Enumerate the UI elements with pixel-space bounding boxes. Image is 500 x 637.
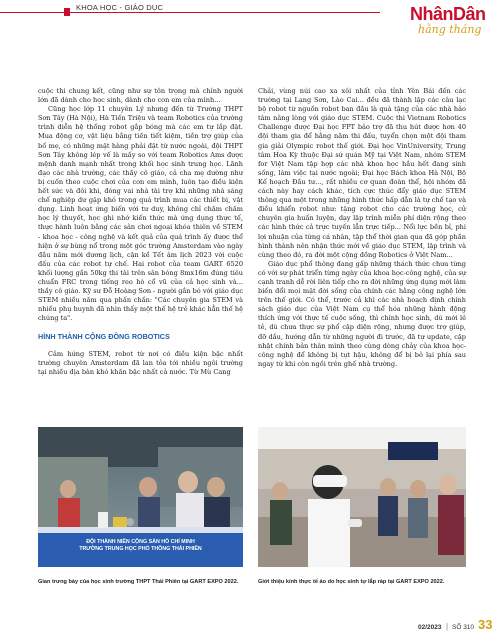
exhibition-photo [38, 427, 243, 567]
section-marker [64, 8, 70, 16]
paragraph: cuộc thi chung kết, cũng như sự tôn trọng mà chính người lớn đã dành cho học sinh, dành cho con em của mình... [38, 87, 243, 105]
section-subheading: HÌNH THÀNH CỘNG ĐỒNG ROBOTICS [38, 332, 170, 342]
issue-number: SỐ 310 [452, 624, 475, 631]
masthead-logo [410, 4, 490, 44]
vr-demo-photo [258, 427, 466, 567]
logo-main: NhânDân [410, 4, 486, 24]
paragraph: Giáo dục phổ thông đang gấp những thách thức chưa từng có với sự phát triển từng ngày của khoa học-công nghệ, của sự cạnh tranh dễ rời liên tiếp cho ra đời những ứng dụng mới làm biến đổi mọi mặt đời sống của chính các hằng công nghệ lớn trên thế giới. Có thể, trước cả khi các nhà hoạch định chính sách giáo dục của Việt Nam cụ thể hóa những hành động thích ứng với thực tế cuộc sống, thì chính học sinh, dù mới lẻ tẻ, dù chưa thực sự phổ cập diện rộng, nhưng được trợ giúp, đỡ dầu, hướng dẫn từ những người đi trước, đã tự update, cập nhật chính bản thân mình theo cùng dòng chảy của khoa học-công nghệ để không bị tụt hậu, không để bị bỏ lại phía sau ngay từ khi còn ngồi trên ghế nhà trường. [258, 259, 467, 368]
logo-sub: hằng tháng [418, 23, 482, 36]
footer-separator: | [446, 622, 449, 631]
right-photo-caption: Giới thiệu kính thực tế ảo do học sinh tự lắp ráp tại GART EXPO 2022. [258, 579, 445, 585]
header-rule [0, 12, 380, 13]
section-label: KHOA HỌC - GIÁO DỤC [76, 3, 164, 12]
banner-line-1: ĐỘI THÀNH NIÊN CỘNG SẢN HỒ CHÍ MINH [86, 539, 195, 545]
issue-date: 02/2023 [418, 624, 442, 631]
left-photo-caption: Gian trưng bày của học sinh trường THPT Thái Phiên tại GART EXPO 2022. [38, 579, 239, 585]
vr-demo-photo-art [258, 427, 466, 567]
right-column [258, 87, 466, 369]
paragraph: Chải, vùng núi cao xa xôi nhất của tỉnh Yên Bái đến các trường tại Lạng Sơn, Lào Cai... đều đã thành lập các câu lạc bộ robot từ nguồn robot ban đầu là quà tặng của các nhà hảo tâm nâng lòng với giáo dục STEM. Cuộc thi Vietnam Robotics Challenge được Đại học FPT bảo trợ đã thu hút được hơn 40 đội tham gia để hằng năm thi đấu, tuyển chọn một đội tham gia giải Olympic robot thế giới. Đại học VinUniversity, Trung tâm Hoa Kỳ thuộc Đại sứ quán Mỹ tại Việt Nam, nhóm STEM for Việt Nam tập hợp các nhà khoa học hầu hết đang sinh sống, làm việc tại nước ngoài; Đại học Bách khoa Hà Nội, Bộ Kế hoạch Đầu tư..., rất nhiều cơ quan đoàn thể, hội nhóm đã cách này hay cách khác, tích cực thúc đẩy giáo dục STEM thông qua một trong những hình thức hấp dẫn là tự chế tạo và điều khiển robot như: tặng robot cho các trường học, cử chuyên gia huấn luyện, dạy lập trình miễn phí diện rộng theo các hình thức cả trực tuyến lẫn trực tiếp... Nổi lực bền bỉ, phi lợi nhuận của từng cá nhân, tập thể thời gian qua đã góp phần hình thành nên nhận thức mới về giáo dục STEM, lập trình và cùng theo đó, ra đời một cộng đồng Robotics ở Việt Nam... [258, 87, 466, 259]
page-number: 33 [478, 617, 493, 632]
banner-text [38, 539, 243, 553]
left-column [38, 87, 243, 377]
paragraph: Cảm hứng STEM, robot từ nơi có điều kiện bậc nhất trường chuyên Amsterdam đã lan tỏa tới nhiều ngôi trường tại nhiều địa bàn khó khăn bậc nhất cả nước. Từ Mù Cang [38, 349, 243, 376]
banner-line-2: TRƯỜNG TRUNG HỌC PHỔ THÔNG THÁI PHIÊN [79, 546, 202, 552]
paragraph: Cũng học lớp 11 chuyên Lý nhưng đến từ Trường THPT Sơn Tây (Hà Nội), Hà Tiến Triệu và team Robotics của trường trình diễn hệ thống robot gắp bóng mà các em tự lắp đặt. Mua động cơ, vật liệu bằng tiền tiết kiệm, tiền trợ giúp của bố mẹ, có những mặt hàng phải đặt từ nước ngoài, đội THPT Sơn Tây không lép vế là mấy so với team Robotics Ams được mệnh danh mạnh nhất trong khối học sinh trung học. Lãnh đạo các nhà trường, các thầy cô giáo, cả cha mẹ dường như bị cuốn theo cuộc chơi của con em mình, luôn tạo điều kiện hết sức và đôi khi, đóng vai nhà tài trợ khi những nhà sáng chế nghiệp dư gặp khó trong quá trình mua các thiết bị, vật dụng. Linh hoạt ứng biến với tư duy, không chỉ chăm chăm học lý thuyết, học ghi nhớ kiến thức mà ứng dụng thực tế, thực hành luôn bằng các sản chơi ngoại khóa thiên về STEM - khoa học - công nghệ và kết quả của quá trình ấy được thể hiện ở sự bùng nổ trong một góc trường Amsterdam vào ngày đầu năm mới dương lịch, cận kề Tết âm lịch 2023 với cuộc đấu của các robot tự chế. Hai robot của team GART 6520 khối lượng gần 50kg thi tài trên sân bóng 8mx16m đúng tiêu chuẩn FRC trong tiếng reo hò cổ vũ của cả học sinh và... thầy cô giáo. Kỹ sư Đỗ Hoàng Sơn - người gắn bó với giáo dục STEM nhiều năm qua phấn chấn: "Các chuyên gia STEM và nhiều phụ huynh đã nhìn thấy một thế hệ trẻ khác hẳn thế hệ chúng ta". [38, 105, 243, 323]
